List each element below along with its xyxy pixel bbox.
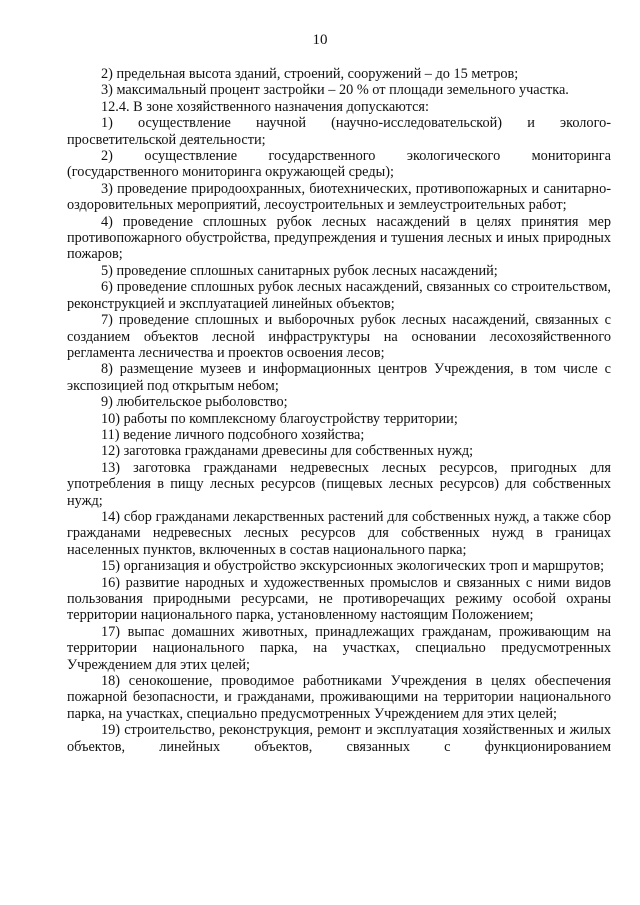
paragraph-building-percent: 3) максимальный процент застройки – 20 % от площади земельного участка. — [101, 82, 569, 99]
paragraph-item-4: 4) проведение сплошных рубок лесных насаждений в целях принятия мер противопожарного обустройства, предупреждения и тушения лесных и иных природных пожаров; — [67, 213, 611, 263]
paragraph-item-16: 16) развитие народных и художественных промыслов и связанных с ними видов пользования природными ресурсами, не противоречащих режиму особой охраны территории национального парка, установленному настоящим Положением; — [67, 574, 611, 624]
page-number: 10 — [312, 32, 328, 48]
paragraph-item-1: 1) осуществление научной (научно-исследовательской) и эколого-просветительской деятельности; — [67, 115, 611, 148]
paragraph-item-5: 5) проведение сплошных санитарных рубок лесных насаждений; — [101, 262, 498, 279]
paragraph-item-3: 3) проведение природоохранных, биотехнических, противопожарных и санитарно-оздоровительных мероприятий, лесоустроительных и землеустроительных работ; — [67, 180, 611, 214]
paragraph-item-12: 12) заготовка гражданами древесины для собственных нужд; — [101, 443, 474, 460]
paragraph-item-10: 10) работы по комплексному благоустройству территории; — [101, 410, 458, 427]
paragraph-item-8: 8) размещение музеев и информационных центров Учреждения, в том числе с экспозицией под открытым небом; — [67, 361, 611, 394]
paragraph-item-15: 15) организация и обустройство экскурсионных экологических троп и маршрутов; — [101, 558, 605, 575]
paragraph-item-17: 17) выпас домашних животных, принадлежащих гражданам, проживающим на территории национального парка, на участках, специально предусмотренных Учреждением для этих целей; — [67, 623, 611, 673]
paragraph-section-12-4: 12.4. В зоне хозяйственного назначения допускаются: — [101, 98, 429, 115]
paragraph-item-6: 6) проведение сплошных рубок лесных насаждений, связанных со строительством, реконструкцией и эксплуатацией линейных объектов; — [67, 279, 611, 312]
paragraph-item-9: 9) любительское рыболовство; — [101, 394, 288, 411]
paragraph-item-2: 2) осуществление государственного экологического мониторинга (государственного мониторинга окружающей среды); — [67, 148, 611, 181]
paragraph-item-11: 11) ведение личного подсобного хозяйства; — [101, 426, 365, 443]
paragraph-item-18: 18) сенокошение, проводимое работниками Учреждения в целях обеспечения пожарной безопасности, и гражданами, проживающими на территории национального парка, на участках, специально предусмотренных Учреждением для этих целей; — [67, 673, 611, 722]
paragraph-item-14: 14) сбор гражданами лекарственных растений для собственных нужд, а также сбор гражданами недревесных лесных ресурсов для собственных нужд в границах населенных пунктов, включенных в состав национального парка; — [67, 508, 611, 558]
paragraph-item-19: 19) строительство, реконструкция, ремонт и эксплуатация хозяйственных и жилых объектов, линейных объектов, связанных с функционированием — [67, 722, 611, 755]
document-body — [67, 66, 611, 755]
paragraph-height-limit: 2) предельная высота зданий, строений, сооружений – до 15 метров; — [101, 66, 519, 82]
paragraph-item-13: 13) заготовка гражданами недревесных лесных ресурсов, пригодных для употребления в пищу лесных ресурсов (пищевых лесных ресурсов) для собственных нужд; — [67, 459, 611, 509]
paragraph-item-7: 7) проведение сплошных и выборочных рубок лесных насаждений, связанных с созданием объектов лесной инфраструктуры на основании лесохозяйственного регламента лесничества и проектов освоения лесов; — [67, 312, 611, 361]
